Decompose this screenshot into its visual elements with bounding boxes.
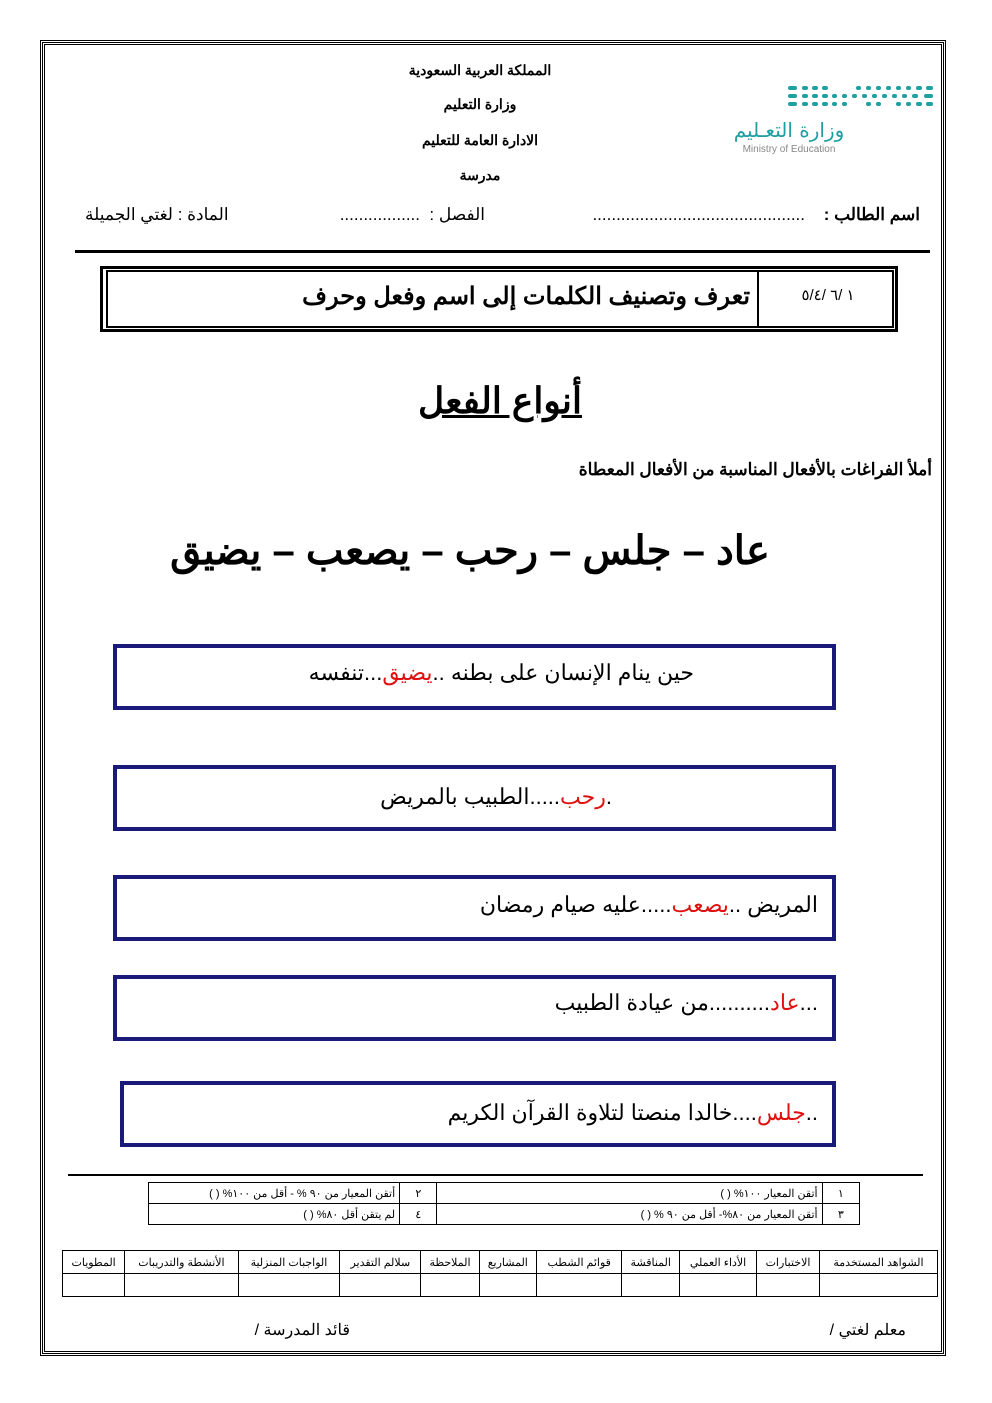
evidence-header: الاختبارات (757, 1251, 820, 1274)
question-before: . (605, 784, 612, 809)
question-after: ...تنفسه (308, 660, 383, 685)
criteria-table (148, 1182, 860, 1225)
question-before: المريض .. (728, 892, 818, 917)
question-before: .. (805, 1100, 818, 1125)
question-text (309, 660, 694, 686)
criteria-number: ٤ (400, 1204, 437, 1225)
footer-divider (68, 1174, 923, 1176)
question-text (480, 892, 818, 918)
evidence-cell[interactable] (757, 1274, 820, 1297)
principal-signature: قائد المدرسة / (254, 1322, 350, 1339)
evidence-body-row (63, 1274, 938, 1297)
evidence-header: الواجبات المنزلية (238, 1251, 340, 1274)
evidence-cell[interactable] (238, 1274, 340, 1297)
evidence-header: قوائم الشطب (536, 1251, 622, 1274)
criteria-number: ٢ (400, 1183, 437, 1204)
header-divider (75, 250, 930, 253)
question-after: .....الطبيب بالمريض (380, 784, 561, 809)
student-name-field[interactable]: ............................................. (592, 205, 805, 224)
header-kingdom: المملكة العربية السعودية (408, 62, 552, 78)
evidence-header: المشاريع (479, 1251, 536, 1274)
evidence-cell[interactable] (479, 1274, 536, 1297)
question-before: حين ينام الإنسان على بطنه .. (432, 660, 694, 685)
topic-title: تعرف وتصنيف الكلمات إلى اسم وفعل وحرف (302, 283, 750, 310)
class-field[interactable]: ................. (339, 205, 420, 224)
evidence-header: الشواهد المستخدمة (819, 1251, 937, 1274)
evidence-cell[interactable] (819, 1274, 937, 1297)
topic-date: ١ /٦ /٥/٤ (801, 287, 855, 304)
student-name-label: اسم الطالب : (823, 205, 920, 224)
evidence-cell[interactable] (536, 1274, 622, 1297)
evidence-header: المناقشة (622, 1251, 680, 1274)
answer-blank[interactable]: جلس (756, 1100, 806, 1125)
criteria-number: ١ (822, 1183, 859, 1204)
criteria-cell: لم يتقن أقل ٨٠% ( ) (149, 1204, 400, 1225)
evidence-cell[interactable] (421, 1274, 479, 1297)
question-text (380, 784, 612, 810)
header-directorate: الادارة العامة للتعليم (421, 132, 539, 148)
answer-blank[interactable]: عاد (770, 990, 800, 1015)
topic-box-divider (757, 270, 759, 328)
header-ministry: وزارة التعليم (443, 96, 517, 112)
word-bank: عاد – جلس – رحب – يصعب – يضيق (170, 529, 770, 573)
evidence-cell[interactable] (622, 1274, 680, 1297)
question-after: ..........من عيادة الطبيب (554, 990, 771, 1015)
answer-blank[interactable]: رحب (560, 784, 606, 809)
page-title: أنواع الفعل (418, 380, 582, 421)
logo-arabic-text: وزارة التعـليم (733, 118, 845, 142)
student-info-row (60, 205, 920, 231)
question-after: .....عليه صيام رمضان (479, 892, 672, 917)
answer-blank[interactable]: يضيق (382, 660, 433, 685)
evidence-cell[interactable] (680, 1274, 757, 1297)
evidence-header-row (63, 1251, 938, 1274)
answer-blank[interactable]: يصعب (671, 892, 729, 917)
logo-english-text: Ministry of Education (742, 144, 836, 155)
class-label: الفصل : (429, 205, 485, 224)
ministry-logo (706, 80, 936, 166)
evidence-header: الأداء العملي (680, 1251, 757, 1274)
criteria-row (149, 1204, 860, 1225)
criteria-cell: أتقن المعيار من ٨٠%- أقل من ٩٠ % ( ) (437, 1204, 822, 1225)
evidence-header: الأنشطة والتدريبات (125, 1251, 238, 1274)
criteria-number: ٣ (822, 1204, 859, 1225)
evidence-table (62, 1250, 938, 1297)
evidence-header: الملاحظة (421, 1251, 479, 1274)
header-school: مدرسة (459, 167, 501, 183)
question-after: ....خالدا منصتا لتلاوة القرآن الكريم (447, 1100, 757, 1125)
question-text (448, 1100, 818, 1126)
question-before: ... (799, 990, 818, 1015)
criteria-cell: أتقن المعيار من ٩٠ % - أقل من ١٠٠% ( ) (149, 1183, 400, 1204)
evidence-header: سلالم التقدير (340, 1251, 421, 1274)
question-text (555, 990, 818, 1016)
teacher-signature: معلم لغتي / (829, 1322, 906, 1339)
criteria-row (149, 1183, 860, 1204)
criteria-cell: أتقن المعيار ١٠٠% ( ) (437, 1183, 822, 1204)
evidence-cell[interactable] (63, 1274, 125, 1297)
evidence-cell[interactable] (125, 1274, 238, 1297)
subject-label: المادة : لغتي الجميلة (85, 205, 229, 224)
instruction: أملأ الفراغات بالأفعال المناسبة من الأفعال المعطاة (578, 460, 932, 479)
evidence-header: المطويات (63, 1251, 125, 1274)
evidence-cell[interactable] (340, 1274, 421, 1297)
